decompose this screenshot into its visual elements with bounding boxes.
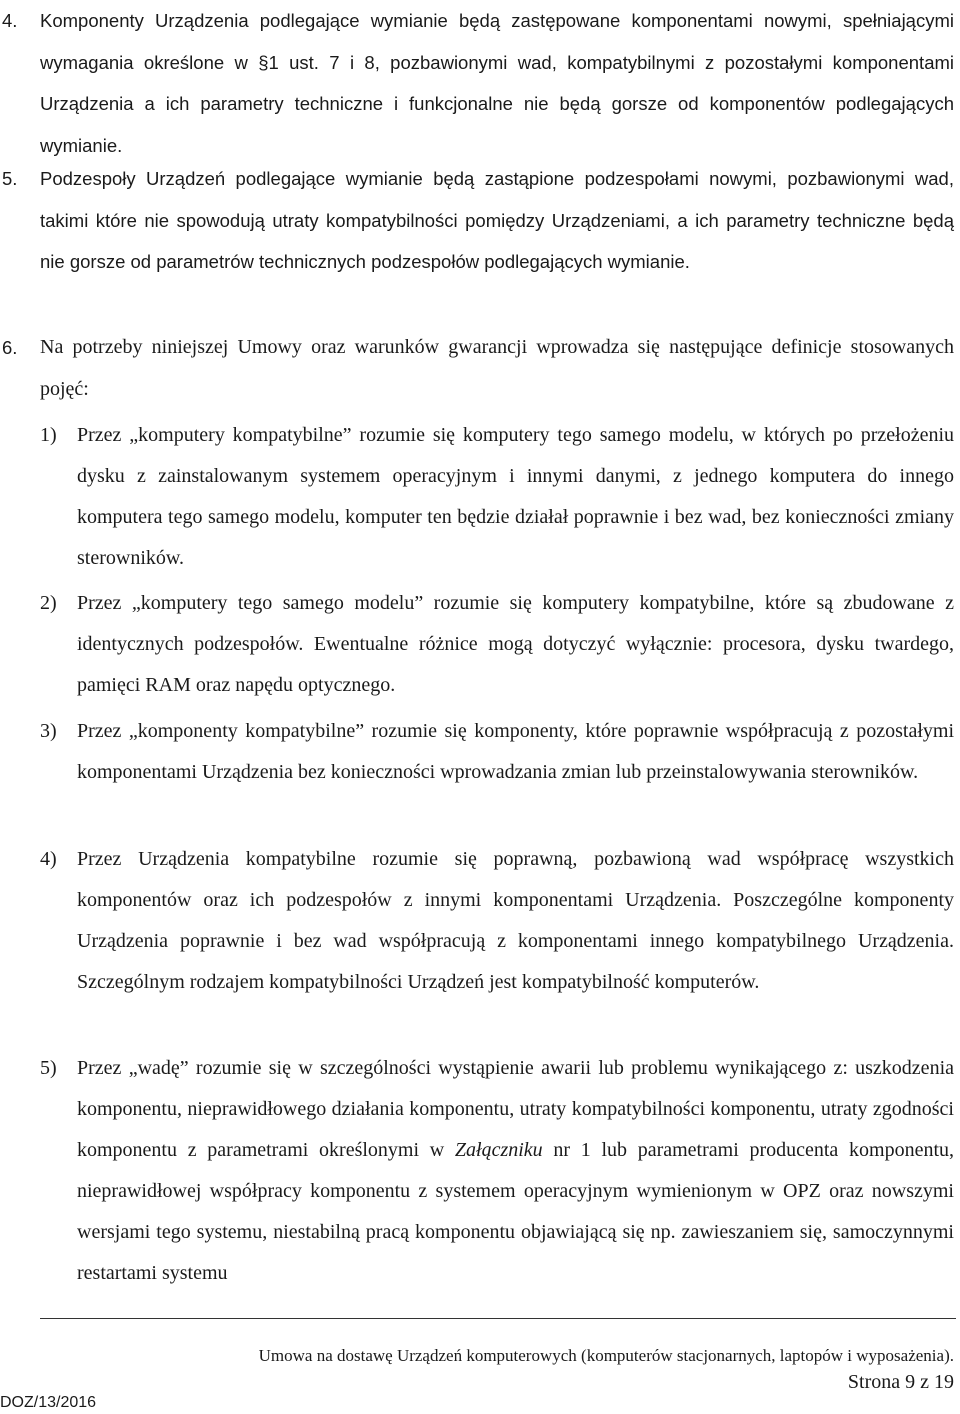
definition-number: 5) (40, 1057, 57, 1079)
definition-text (77, 1048, 954, 1294)
section-text: Na potrzeby niniejszej Umowy oraz warunków gwarancji wprowadza się następujące definicje stosowanych pojęć: (40, 336, 954, 400)
definition-item-2 (40, 583, 954, 706)
section-number: 6. (2, 337, 18, 358)
definition-text: Przez „komponenty kompatybilne” rozumie się komponenty, które poprawnie współpracują z pozostałymi komponentami Urządzenia bez konieczności wprowadzania zmian lub przeinstalowywania sterowników. (77, 720, 954, 783)
definition-item-4 (40, 839, 954, 1003)
page-number: Strona 9 z 19 (847, 1371, 954, 1393)
section-number: 4. (2, 10, 18, 31)
section-5 (2, 158, 954, 283)
section-4 (2, 0, 954, 166)
definition-item-1 (40, 415, 954, 579)
definition-number: 4) (40, 848, 57, 870)
section-text: Podzespoły Urządzeń podlegające wymianie będą zastąpione podzespołami nowymi, pozbawionymi wad, takimi które nie spowodują utraty kompatybilności pomiędzy Urządzeniami, a ich parametry techniczne będą nie gorsze od parametrów technicznych podzespołów podlegających wymianie. (40, 168, 954, 272)
definition-text: Przez „komputery kompatybilne” rozumie się komputery tego samego modelu, w których po przełożeniu dysku z zainstalowanym systemem operacyjnym i innymi danymi, z jednego komputera do innego komputera tego samego modelu, komputer ten będzie działał poprawnie i bez wad, bez konieczności zmiany sterowników. (77, 424, 954, 569)
definition-text-part: nr 1 lub parametrami producenta komponentu, nieprawidłowej współpracy komponentu z systemem operacyjnym wymienionym w OPZ oraz nowszymi wersjami tego systemu, niestabilną pracą komponentu objawiającą się np. zawieszaniem się, samoczynnymi restartami systemu (77, 1139, 955, 1284)
footer-divider (40, 1318, 956, 1319)
document-reference: DOZ/13/2016 (0, 1394, 97, 1411)
definition-text: Przez „komputery tego samego modelu” rozumie się komputery kompatybilne, które są zbudowane z identycznych podzespołów. Ewentualne różnice mogą dotyczyć wyłącznie: procesora, dysku twardego, pamięci RAM oraz napędu optycznego. (77, 592, 954, 696)
section-number: 5. (2, 168, 18, 189)
definition-item-3 (40, 711, 954, 793)
annex-reference: Załączniku (454, 1139, 543, 1161)
definition-text-part: Przez „wadę” rozumie się w szczególności wystąpienie awarii lub problemu wynikającego z: uszkodzenia komponentu, nieprawidłowego działania komponentu, utraty kompatybilności komponentu, utraty zgodności komponentu z parametrami określonymi w (77, 1057, 954, 1161)
section-6 (2, 327, 954, 410)
definition-number: 1) (40, 424, 57, 446)
footer-document-title: Umowa na dostawę Urządzeń komputerowych (komputerów stacjonarnych, laptopów i wyposażenia). (258, 1346, 954, 1365)
definition-text: Przez Urządzenia kompatybilne rozumie się poprawną, pozbawioną wad współpracę wszystkich komponentów oraz ich podzespołów z innymi komponentami Urządzenia. Poszczególne komponenty Urządzenia poprawnie i bez wad współpracują z komponentami innego kompatybilnego Urządzenia. Szczególnym rodzajem kompatybilności Urządzeń jest kompatybilność komputerów. (77, 848, 954, 993)
definition-item-5 (40, 1048, 954, 1294)
definition-number: 3) (40, 720, 57, 742)
section-text: Komponenty Urządzenia podlegające wymianie będą zastępowane komponentami nowymi, spełniającymi wymagania określone w §1 ust. 7 i 8, pozbawionymi wad, kompatybilnymi z pozostałymi komponentami Urządzenia a ich parametry techniczne i funkcjonalne nie będą gorsze od komponentów podlegających wymianie. (40, 10, 954, 156)
definition-number: 2) (40, 592, 57, 614)
